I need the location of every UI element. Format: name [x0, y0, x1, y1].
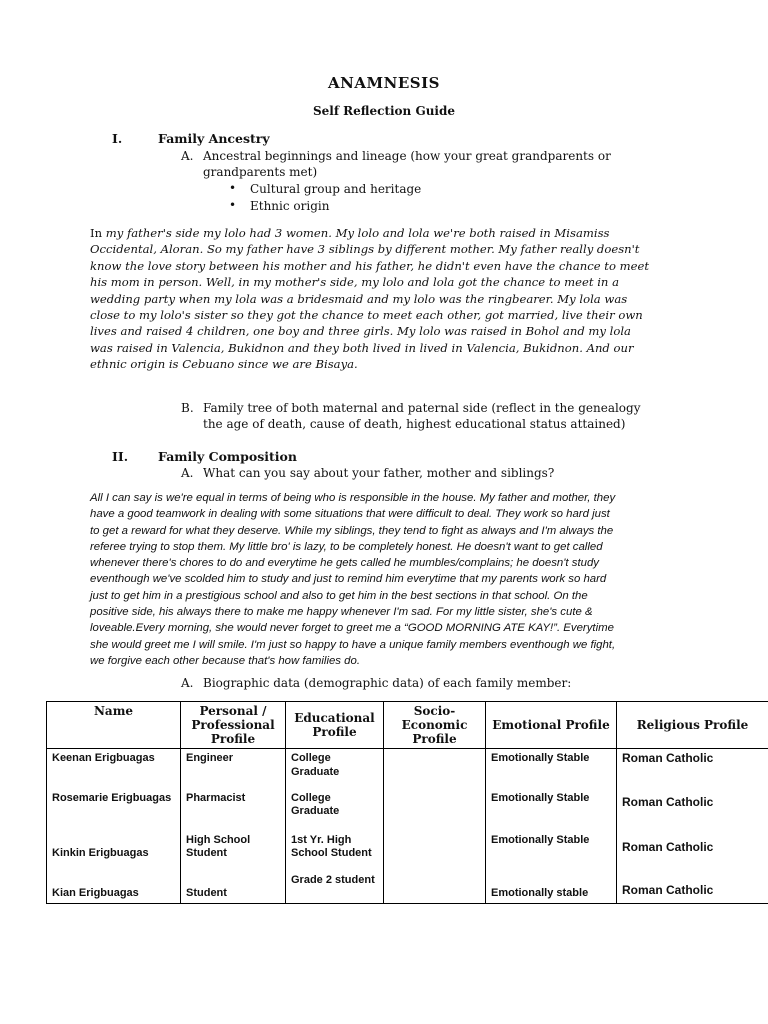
answer-line: just to get him in a prestigious school and also to get him in the best sections in that school. On the	[90, 589, 588, 602]
answer-line: have a good teamwork in dealing with some situations that were difficult to deal. They work so hard just	[90, 508, 610, 521]
cell-socio	[384, 831, 486, 871]
item-1b-letter: B.	[181, 401, 194, 415]
cell-personal: Engineer	[181, 749, 286, 789]
cell-emotional: Emotionally stable	[486, 871, 617, 904]
answer-line: wedding party when my lola was a bridesmaid and my lolo was the ringbearer. My lola was	[90, 291, 628, 306]
answer-line: All I can say is we're equal in terms of being who is responsible in the house. My father and mother, they	[90, 492, 616, 504]
table-header-row	[47, 702, 768, 749]
table-row	[47, 831, 768, 871]
answer-line: eventhough we've scolded him to study and just to remind him everytime that my parents work so hard	[90, 573, 607, 586]
cell-religious: Roman Catholic	[617, 871, 768, 904]
cell-name: Rosemarie Erigbuagas	[47, 789, 181, 831]
answer-line: know the love story between his mother and his father, he didn't even have the chance to meet	[90, 258, 649, 273]
header-name: Name	[47, 702, 181, 749]
cell-name: Kinkin Erigbuagas	[47, 831, 181, 871]
item-2a2-text: Biographic data (demographic data) of each family member:	[203, 676, 572, 690]
answer-line: loveable.Every morning, she would never forget to greet me a “GOOD MORNING ATE KAY!”. Everytime	[90, 622, 614, 635]
cell-religious: Roman Catholic	[617, 749, 768, 789]
item-1a-line2: grandparents met)	[203, 165, 318, 179]
cell-socio	[384, 871, 486, 904]
answer-line: his mom in person. Well, in my mother's side, my lolo and lola got the chance to meet in a	[90, 275, 619, 290]
cell-educational: 1st Yr. High School Student	[286, 831, 384, 871]
ancestry-answer	[90, 225, 762, 373]
cell-emotional: Emotionally Stable	[486, 831, 617, 871]
cell-personal: Student	[181, 871, 286, 904]
answer-line: whenever there's chores to do and everytime he gets called he mumbles/complains; he doesn't study	[90, 557, 599, 570]
item-1b-line2: the age of death, cause of death, highest educational status attained)	[203, 417, 626, 431]
answer-line: positive side, his always there to make me happy whenever I'm sad. For my little sister, she's cute &	[90, 606, 593, 619]
section-1-title: Family Ancestry	[158, 131, 270, 146]
section-2-title: Family Composition	[158, 449, 297, 464]
cell-religious: Roman Catholic	[617, 789, 768, 831]
biographic-table	[46, 701, 768, 904]
item-1a-line1: Ancestral beginnings and lineage (how your great grandparents or	[203, 149, 611, 163]
header-socio: Socio-Economic Profile	[384, 702, 486, 749]
answer-line	[90, 225, 762, 241]
cell-name: Keenan Erigbuagas	[47, 749, 181, 789]
cell-educational: College Graduate	[286, 749, 384, 789]
table-row	[47, 749, 768, 789]
header-educational: Educational Profile	[286, 702, 384, 749]
bullet-dot: •	[229, 198, 237, 212]
cell-emotional: Emotionally Stable	[486, 789, 617, 831]
cell-socio	[384, 749, 486, 789]
item-2a2-letter: A.	[181, 676, 194, 690]
answer-line: Occidental, Aloran. So my father have 3 siblings by different mother. My father really doesn't	[90, 242, 640, 257]
bullet-cultural: Cultural group and heritage	[250, 182, 422, 196]
cell-personal: High School Student	[181, 831, 286, 871]
cell-name: Kian Erigbuagas	[47, 871, 181, 904]
document-title: ANAMNESIS	[328, 74, 440, 92]
bullet-ethnic: Ethnic origin	[250, 199, 330, 213]
bullet-dot: •	[229, 181, 237, 195]
answer-text: my father's side my lolo had 3 women. My lolo and lola we're both raised in Misamiss	[105, 226, 610, 240]
item-2a-text: What can you say about your father, mother and siblings?	[203, 466, 555, 480]
cell-educational: College Graduate	[286, 789, 384, 831]
answer-line: to get a reward for what they deserve. While my siblings, they tend to fight as always and I'm always the	[90, 524, 614, 537]
section-2-number: II.	[112, 449, 129, 464]
item-1a-letter: A.	[181, 149, 194, 163]
answer-line: ethnic origin is Cebuano since we are Bisaya.	[90, 357, 358, 372]
cell-religious: Roman Catholic	[617, 831, 768, 871]
cell-personal: Pharmacist	[181, 789, 286, 831]
item-2a-letter: A.	[181, 466, 194, 480]
composition-answer	[90, 490, 764, 669]
answer-line: we forgive each other because that's how families do.	[90, 654, 361, 667]
answer-line: lives and raised 4 children, one boy and three girls. My lolo was raised in Bohol and my lola	[90, 324, 631, 339]
header-religious: Religious Profile	[617, 702, 768, 749]
header-personal: Personal / Professional Profile	[181, 702, 286, 749]
cell-educational: Grade 2 student	[286, 871, 384, 904]
answer-line: she would greet me I will smile. I'm just so happy to have a unique family members eventhough we fight,	[90, 638, 616, 651]
answer-line: was raised in Valencia, Bukidnon and they both lived in lived in Valencia, Bukidnon. And our	[90, 340, 634, 355]
item-1b-line1: Family tree of both maternal and paternal side (reflect in the genealogy	[203, 401, 641, 415]
cell-emotional: Emotionally Stable	[486, 749, 617, 789]
answer-line: close to my lolo's sister so they got the chance to meet each other, got married, live their own	[90, 308, 643, 323]
section-1-number: I.	[112, 131, 123, 146]
answer-lead: In	[90, 226, 103, 240]
answer-line: referee trying to stop them. My little bro' is lazy, to be completely honest. He doesn't want to get called	[90, 540, 603, 553]
table-row	[47, 871, 768, 904]
table-row	[47, 789, 768, 831]
document-subtitle: Self Reflection Guide	[312, 104, 456, 118]
header-emotional: Emotional Profile	[486, 702, 617, 749]
cell-socio	[384, 789, 486, 831]
